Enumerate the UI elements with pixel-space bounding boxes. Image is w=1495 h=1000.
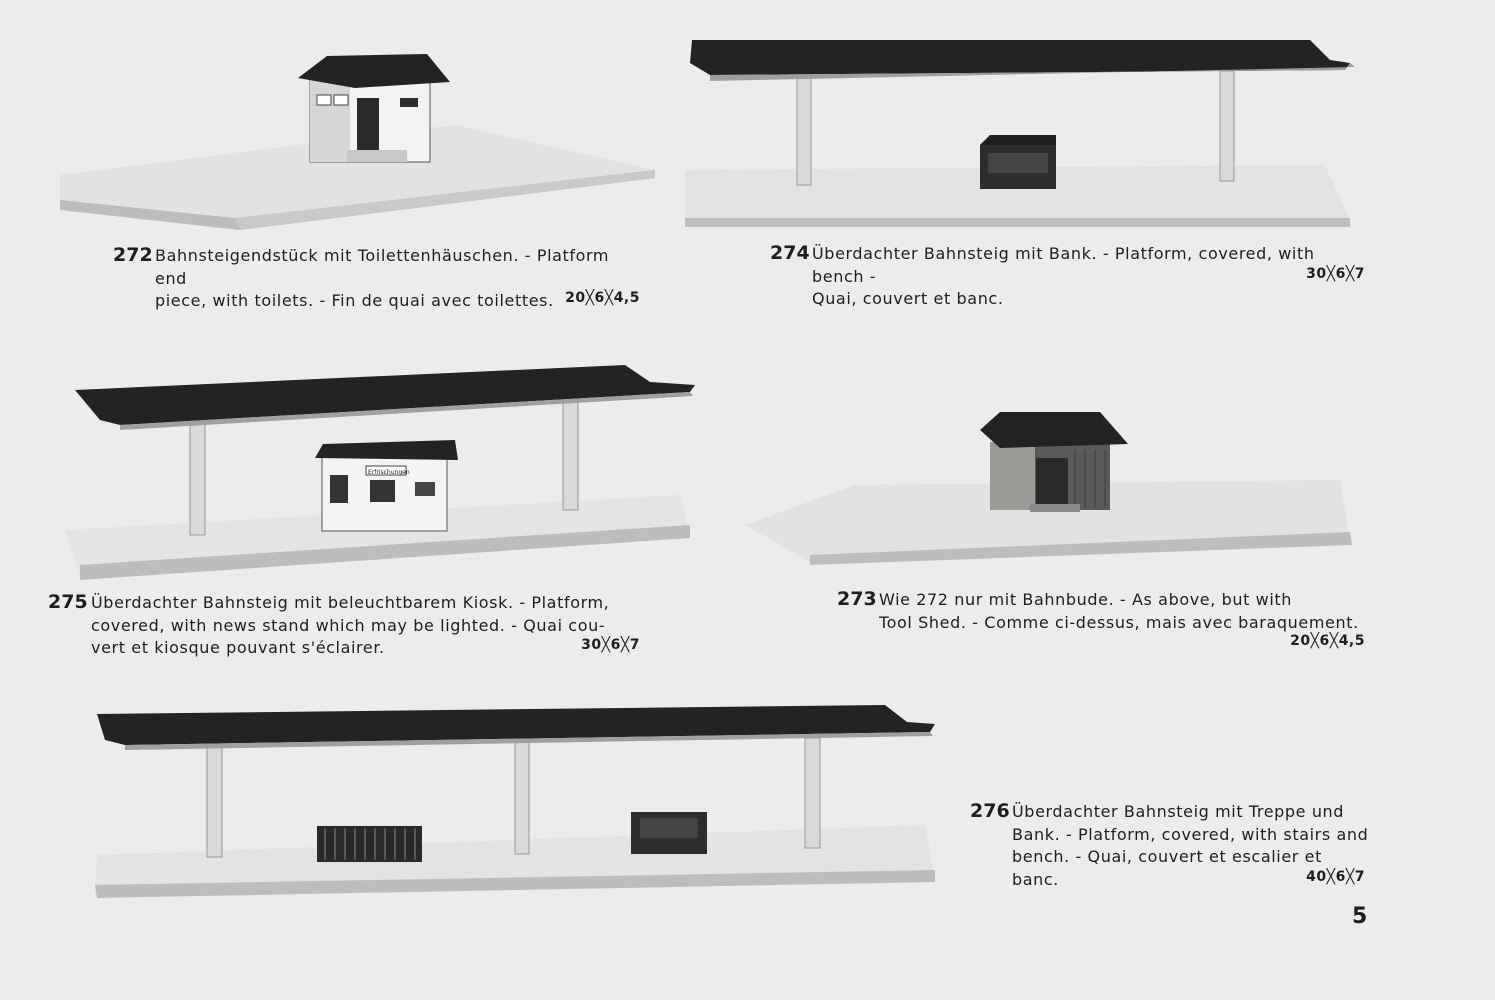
caption-line: bench. - Quai, couvert et escalier et xyxy=(1012,847,1322,866)
photo-272-platform-end-toilets xyxy=(55,50,665,235)
photo-273-platform-tool-shed xyxy=(740,400,1360,570)
caption-line: piece, with toilets. - Fin de quai avec toilettes. xyxy=(155,291,554,310)
caption-line: Quai, couvert et banc. xyxy=(812,289,1004,308)
dimensions-273: 20╳6╳4,5 xyxy=(1290,633,1365,649)
caption-273 xyxy=(837,589,1377,634)
item-number: 275 xyxy=(48,591,88,613)
photo-275-covered-platform-kiosk xyxy=(60,360,700,585)
item-number: 272 xyxy=(113,244,153,266)
item-number: 273 xyxy=(837,588,877,610)
caption-line: Überdachter Bahnsteig mit Bank. - Platform, covered, with bench - xyxy=(812,244,1315,286)
caption-line: banc. xyxy=(1012,869,1059,889)
caption-line: Überdachter Bahnsteig mit Treppe und xyxy=(1012,802,1345,821)
dimensions-274: 30╳6╳7 xyxy=(1306,266,1365,282)
caption-line: Wie 272 nur mit Bahnbude. - As above, but with xyxy=(879,590,1292,609)
dimensions-276: 40╳6╳7 xyxy=(1306,869,1365,885)
photo-274-covered-platform-bench xyxy=(680,35,1360,235)
kiosk-sign-text: Erfrischungen xyxy=(368,469,410,476)
item-number: 276 xyxy=(970,800,1010,822)
dimensions-272: 20╳6╳4,5 xyxy=(565,290,640,306)
dimensions-275: 30╳6╳7 xyxy=(581,637,640,653)
caption-line: Überdachter Bahnsteig mit beleuchtbarem Kiosk. - Platform, xyxy=(91,593,610,612)
page-number: 5 xyxy=(1352,904,1368,929)
caption-line: Tool Shed. - Comme ci-dessus, mais avec baraquement. xyxy=(879,612,1359,632)
photo-276-covered-platform-stairs-bench xyxy=(85,700,945,910)
caption-line: Bahnsteigendstück mit Toilettenhäuschen. - Platform end xyxy=(155,246,610,288)
caption-line: covered, with news stand which may be lighted. - Quai cou- xyxy=(91,615,606,635)
item-number: 274 xyxy=(770,242,810,264)
caption-line: vert et kiosque pouvant s'éclairer. xyxy=(91,638,385,657)
caption-line: Bank. - Platform, covered, with stairs and xyxy=(1012,824,1369,844)
